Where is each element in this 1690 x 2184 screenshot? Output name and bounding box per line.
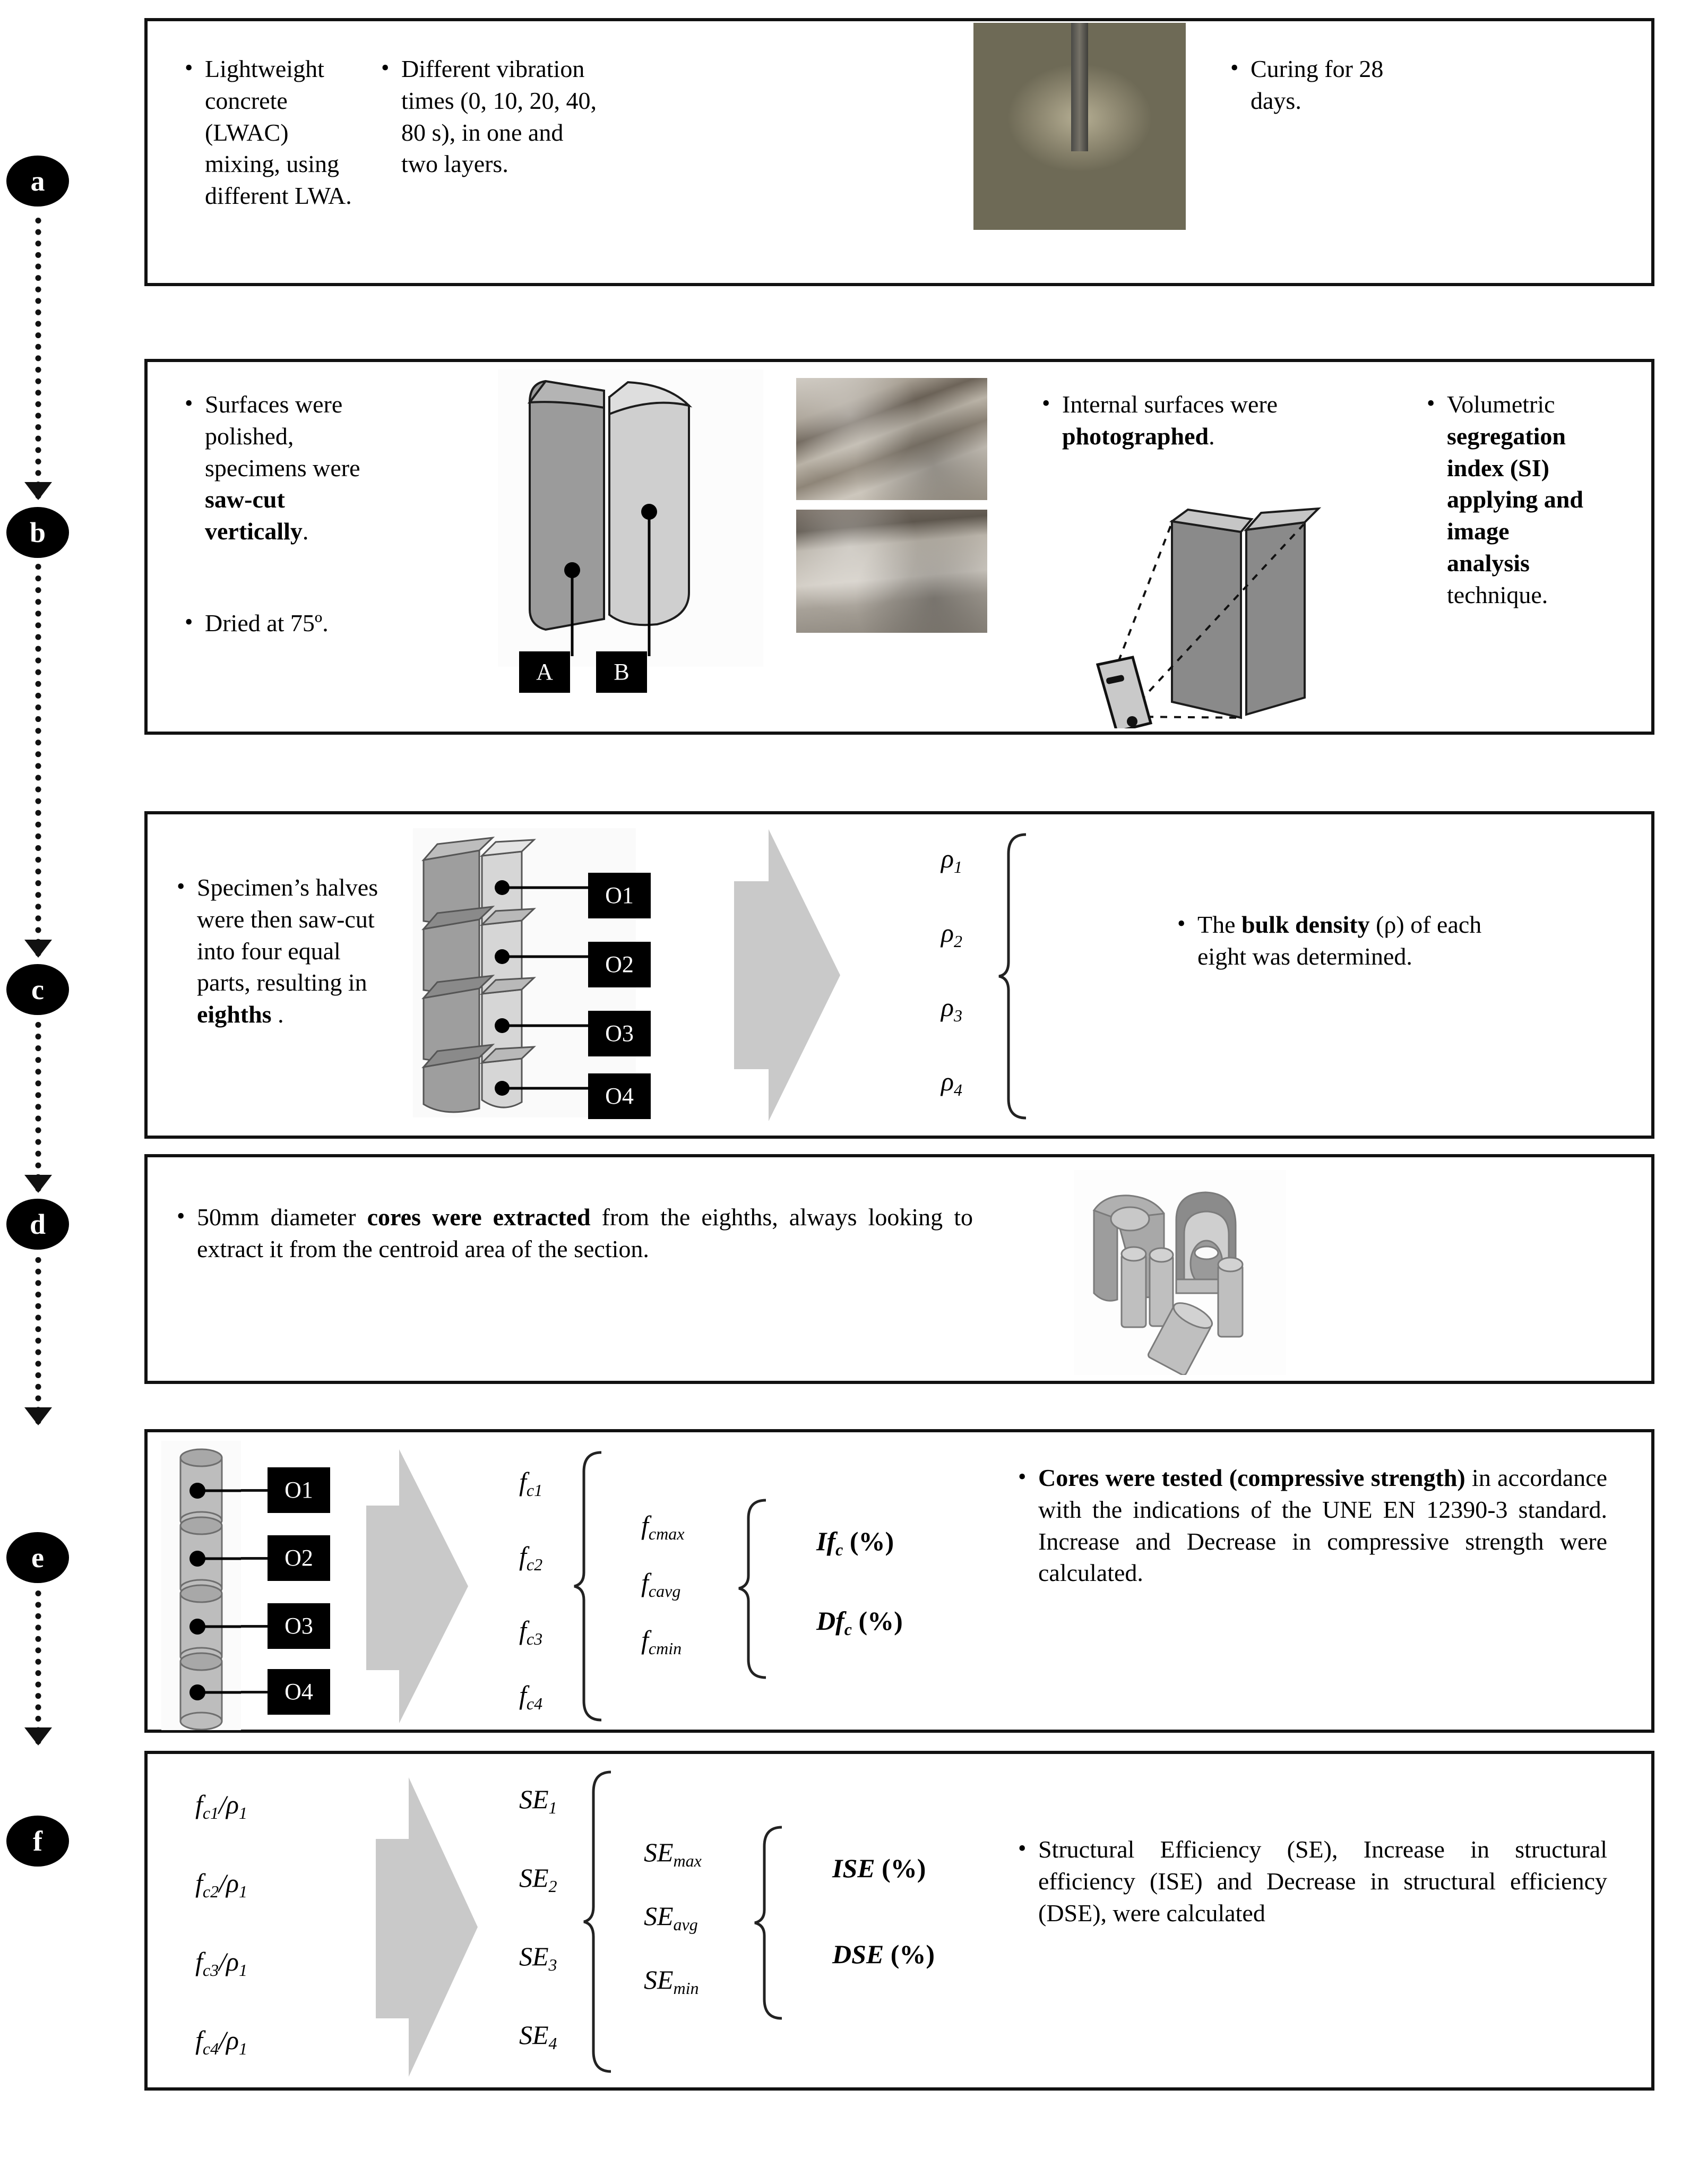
dfc-term: [816, 1607, 903, 1638]
ifc-subscript: c: [835, 1540, 843, 1559]
dfc-symbol: Df: [816, 1606, 844, 1636]
step-panel-a: [144, 18, 1654, 286]
extracted-cores-diagram: [1074, 1170, 1286, 1375]
chip-c-o2-text: O2: [605, 951, 634, 977]
se-subscript: 4: [548, 2033, 557, 2053]
se2-term: [519, 1864, 557, 1895]
bullet-a-2-line4: two layers.: [401, 150, 508, 178]
se-symbol: SE: [644, 1901, 674, 1931]
bullet-a-3-line2: days.: [1251, 87, 1301, 114]
process-chevron-f: [376, 1770, 487, 2083]
f-subscript: c3: [526, 1629, 543, 1648]
ise-symbol: ISE: [832, 1853, 875, 1883]
chip-c-o1: [588, 873, 651, 918]
bullet-b-4-text: Volumetric: [1447, 391, 1555, 418]
bullet-marker: •: [1018, 1835, 1027, 1861]
step-marker-b-label: b: [29, 517, 46, 548]
ise-term: [832, 1855, 926, 1881]
bullet-f-1: [1018, 1834, 1607, 1929]
se-subscript: max: [673, 1851, 702, 1870]
density-rho-1: [941, 845, 962, 875]
bullet-a-1-line5: different LWA.: [205, 182, 352, 210]
step-marker-a-label: a: [30, 165, 45, 197]
grouping-brace-c: [997, 830, 1034, 1122]
bullet-b-3-bold: photographed: [1062, 422, 1209, 450]
step-panel-e: [144, 1429, 1654, 1733]
f-symbol: f: [641, 1568, 649, 1597]
rho-symbol: /ρ: [219, 1947, 239, 1976]
bullet-marker: •: [185, 390, 193, 416]
bullet-c-1: [177, 872, 394, 1030]
bullet-a-1-line3: (LWAC): [205, 118, 289, 146]
bullet-c-2-bold: bulk density: [1241, 911, 1370, 938]
chip-c-o4: [588, 1073, 651, 1119]
bullet-c-2-text: The: [1197, 911, 1242, 938]
se-subscript: 1: [548, 1798, 557, 1817]
chip-label-b: [596, 651, 647, 693]
f-subscript: cavg: [648, 1581, 681, 1601]
semax-term: [644, 1839, 702, 1869]
bullet-b-4-bold: segregation index (SI) applying and image analysis: [1447, 422, 1583, 577]
se-symbol: SE: [519, 1863, 549, 1893]
step-marker-e-label: e: [31, 1542, 44, 1573]
fcmin-term: [641, 1627, 682, 1657]
step-panel-c: [144, 811, 1654, 1139]
stacked-cores-diagram: [161, 1441, 241, 1730]
bullet-b-1-tail: .: [302, 518, 309, 545]
fc2-over-rho1: [195, 1870, 247, 1900]
seavg-term: [644, 1903, 698, 1933]
f-symbol: f: [195, 1947, 203, 1976]
polished-slab-photo: [796, 510, 987, 633]
connector-c-to-d: [31, 1022, 45, 1192]
bullet-b-3-text: Internal surfaces were: [1062, 391, 1278, 418]
phone-photographing-diagram: [1082, 489, 1411, 728]
f-subscript: c1: [526, 1480, 543, 1500]
bullet-a-3: [1230, 53, 1453, 117]
bullet-d-1: [177, 1201, 973, 1265]
step-marker-c-label: c: [31, 974, 44, 1005]
chip-e-o4-text: O4: [284, 1679, 313, 1705]
fc4-over-rho1: [195, 2027, 247, 2057]
step-marker-e: [6, 1532, 69, 1583]
dfc-subscript: c: [844, 1619, 852, 1639]
bullet-a-1-line1: Lightweight: [205, 55, 324, 82]
chip-c-o2: [588, 942, 651, 987]
bullet-f-1-text: Structural Efficiency (SE), Increase in structural efficiency (ISE) and Decrease in structural efficiency (DSE), were calculated: [1038, 1836, 1607, 1927]
chip-c-o1-text: O1: [605, 882, 634, 908]
saw-cutting-photo: [796, 378, 987, 500]
chip-label-a-text: A: [536, 659, 553, 685]
f-symbol: f: [641, 1625, 649, 1655]
se-symbol: SE: [519, 1941, 549, 1971]
leader-line-e-4: [241, 1691, 268, 1693]
process-chevron-e: [366, 1443, 478, 1730]
semin-term: [644, 1966, 699, 1997]
bullet-e-1-bold: Cores were tested (compressive strength): [1038, 1464, 1465, 1491]
se-symbol: SE: [644, 1837, 674, 1867]
connector-dots: [36, 1022, 41, 1192]
connector-dots: [36, 1257, 41, 1424]
bullet-b-2-text: Dried at 75º.: [205, 609, 329, 637]
step-marker-f-label: f: [33, 1825, 42, 1857]
grouping-brace-f-2: [753, 1823, 790, 2025]
chip-e-o1-text: O1: [284, 1477, 313, 1503]
rho-symbol: /ρ: [219, 1868, 239, 1898]
ifc-symbol: If: [816, 1526, 836, 1556]
se-subscript: avg: [673, 1914, 698, 1934]
chip-c-o3: [588, 1011, 651, 1056]
step-panel-f: [144, 1751, 1654, 2091]
bullet-a-2-line2: times (0, 10, 20, 40,: [401, 87, 597, 114]
bullet-marker: •: [185, 609, 193, 635]
se3-term: [519, 1943, 557, 1973]
f-subscript: c4: [526, 1693, 543, 1713]
f-subscript: c1: [202, 1803, 219, 1822]
density-rho-4: [941, 1068, 962, 1098]
step-marker-c: [6, 964, 69, 1015]
rho-subscript: 2: [954, 931, 962, 951]
bullet-b-3: [1042, 389, 1339, 452]
connector-dots: [36, 564, 41, 957]
bullet-b-4: [1427, 389, 1591, 611]
fcmax-term: [641, 1512, 684, 1542]
ise-unit: (%): [875, 1853, 926, 1883]
bullet-marker: •: [177, 1203, 185, 1229]
bullet-a-1-line4: mixing, using: [205, 150, 340, 178]
se-symbol: SE: [519, 2020, 549, 2050]
f-subscript: c4: [202, 2039, 219, 2058]
rho-symbol: ρ: [941, 844, 954, 873]
fc3-over-rho1: [195, 1948, 247, 1979]
grouping-brace-f-1: [582, 1768, 619, 2076]
bullet-marker: •: [1230, 55, 1239, 81]
fc2-term: [519, 1543, 542, 1573]
density-rho-3: [941, 994, 962, 1024]
chip-label-a: [519, 651, 570, 693]
bullet-b-3-tail: .: [1209, 422, 1215, 450]
rho-symbol: ρ: [941, 1067, 954, 1096]
bullet-a-2-line1: Different vibration: [401, 55, 585, 82]
grouping-brace-e-1: [572, 1448, 609, 1724]
rho-symbol: ρ: [941, 992, 954, 1022]
bullet-a-2: [381, 53, 599, 180]
chip-c-o4-text: O4: [605, 1083, 634, 1109]
dfc-unit: (%): [851, 1606, 903, 1636]
se-symbol: SE: [644, 1965, 674, 1994]
rho-subscript: 3: [954, 1005, 962, 1025]
step-marker-f: [6, 1816, 69, 1867]
bullet-marker: •: [381, 55, 390, 81]
fc1-term: [519, 1468, 542, 1499]
leader-line-e-3: [241, 1625, 268, 1628]
f-symbol: f: [641, 1510, 649, 1540]
bullet-d-1-bold: cores were extracted: [367, 1203, 591, 1231]
chip-e-o1: [268, 1467, 330, 1513]
connector-a-to-b: [31, 218, 45, 499]
step-marker-d-label: d: [29, 1208, 46, 1240]
chip-e-o3-text: O3: [284, 1613, 313, 1639]
rho-symbol: /ρ: [219, 1790, 239, 1819]
se-subscript: 3: [548, 1955, 557, 1974]
connector-arrowhead: [24, 1407, 52, 1425]
bullet-b-1: [185, 389, 370, 547]
concrete-vibration-photo: [973, 23, 1186, 230]
leader-line-e-1: [241, 1489, 268, 1492]
bullet-a-2-line3: 80 s), in one and: [401, 118, 564, 146]
se4-term: [519, 2022, 557, 2052]
ifc-term: [816, 1528, 894, 1558]
step-panel-b: [144, 359, 1654, 735]
bullet-d-1-text: 50mm diameter: [197, 1203, 367, 1231]
step-marker-d: [6, 1199, 69, 1250]
bullet-a-3-line1: Curing for 28: [1251, 55, 1384, 82]
fc1-over-rho1: [195, 1791, 247, 1821]
se-subscript: 2: [548, 1876, 557, 1896]
rho-subscript: 1: [239, 1960, 247, 1980]
chip-label-b-text: B: [614, 659, 630, 685]
chip-e-o2: [268, 1535, 330, 1581]
connector-arrowhead: [24, 482, 52, 500]
bullet-a-1: [185, 53, 360, 212]
bullet-marker: •: [1018, 1464, 1027, 1490]
fc3-term: [519, 1617, 542, 1647]
split-cylinder-diagram: [498, 369, 763, 667]
dse-symbol: DSE: [832, 1939, 884, 1969]
bullet-e-1: [1018, 1462, 1607, 1589]
connector-arrowhead: [24, 1175, 52, 1193]
f-symbol: f: [519, 1541, 527, 1571]
bullet-e-1-text: in accordance with the indications of the UNE EN 12390-3 standard. Increase and Decrease in compressive strength were calculated.: [1038, 1464, 1607, 1587]
bullet-c-1-text: Specimen’s halves were then saw-cut into four equal parts, resulting in: [197, 874, 378, 996]
bullet-marker: •: [1042, 390, 1050, 416]
bullet-c-1-tail: .: [271, 1001, 284, 1028]
dse-term: [832, 1941, 935, 1967]
rho-subscript: 1: [239, 1881, 247, 1901]
ifc-unit: (%): [843, 1526, 894, 1556]
rho-subscript: 1: [954, 857, 962, 876]
f-subscript: c3: [202, 1960, 219, 1980]
bullet-c-2-tail: (ρ) of each eight was determined.: [1197, 911, 1482, 970]
bullet-a-1-line2: concrete: [205, 87, 288, 114]
f-symbol: f: [195, 2025, 203, 2055]
chip-e-o4: [268, 1669, 330, 1715]
f-subscript: c2: [202, 1881, 219, 1901]
rho-subscript: 4: [954, 1080, 962, 1099]
step-marker-b: [6, 507, 69, 558]
density-rho-2: [941, 919, 962, 950]
connector-d-to-e: [31, 1257, 45, 1424]
step-panel-d: [144, 1154, 1654, 1384]
se1-term: [519, 1786, 557, 1816]
f-symbol: f: [519, 1680, 527, 1710]
connector-b-to-c: [31, 564, 45, 957]
grouping-brace-e-2: [737, 1496, 774, 1682]
f-subscript: cmin: [648, 1638, 682, 1658]
bullet-b-1-text: Surfaces were polished, specimens were: [205, 391, 360, 481]
fcavg-term: [641, 1569, 680, 1600]
connector-arrowhead: [24, 940, 52, 958]
rho-subscript: 1: [239, 1803, 247, 1822]
connector-dots: [36, 1590, 41, 1744]
rho-symbol: ρ: [941, 918, 954, 948]
bullet-marker: •: [177, 873, 185, 899]
se-subscript: min: [673, 1978, 699, 1998]
f-symbol: f: [195, 1790, 203, 1819]
se-symbol: SE: [519, 1784, 549, 1814]
chip-e-o2-text: O2: [284, 1545, 313, 1571]
dse-unit: (%): [884, 1939, 935, 1969]
f-symbol: f: [519, 1615, 527, 1645]
chip-c-o3-text: O3: [605, 1020, 634, 1046]
step-marker-a: [6, 156, 69, 207]
bullet-marker: •: [1427, 390, 1435, 416]
bullet-marker: •: [185, 55, 193, 81]
bullet-b-4-tail: technique.: [1447, 581, 1548, 608]
bullet-b-1-bold: saw-cut vertically: [205, 486, 303, 545]
connector-dots: [36, 218, 41, 499]
bullet-d-1-tail: from the eighths, always looking to extract it from the centroid area of the section.: [197, 1203, 973, 1262]
connector-e-to-f: [31, 1590, 45, 1744]
fc4-term: [519, 1682, 542, 1712]
bullet-c-2: [1177, 909, 1506, 973]
connector-arrowhead: [24, 1727, 52, 1746]
f-symbol: f: [195, 1868, 203, 1898]
rho-subscript: 1: [239, 2039, 247, 2058]
bullet-b-2: [185, 607, 370, 639]
bullet-c-1-bold: eighths: [197, 1001, 272, 1028]
chip-e-o3: [268, 1603, 330, 1649]
f-subscript: cmax: [648, 1524, 685, 1543]
process-chevron-c: [734, 824, 851, 1127]
rho-symbol: /ρ: [219, 2025, 239, 2055]
bullet-marker: •: [1177, 910, 1186, 936]
f-subscript: c2: [526, 1554, 543, 1574]
leader-line-e-2: [241, 1557, 268, 1560]
f-symbol: f: [519, 1467, 527, 1497]
